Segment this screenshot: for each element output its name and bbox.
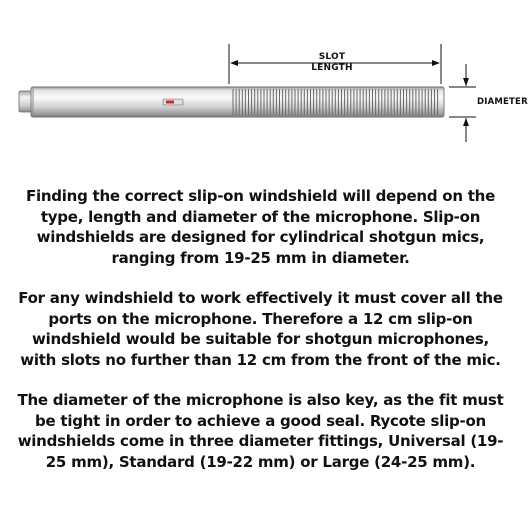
microphone-body — [19, 87, 444, 117]
red-indicator-icon — [163, 99, 183, 105]
description-text — [14, 186, 507, 472]
paragraph-windshield-selection: Finding the correct slip-on windshield will depend on the type, length and diameter of the microphone. Slip-on windshields are designed for cylindrical shotgun mics, ranging from 19-25 mm in diameter. — [25, 187, 496, 267]
microphone-diagram — [0, 0, 521, 160]
slot-length-label — [300, 52, 364, 74]
slot-label-line2: LENGTH — [311, 63, 353, 73]
diameter-dimension — [449, 64, 476, 142]
slot-label-line1: SLOT — [318, 52, 346, 62]
diameter-label: DIAMETER — [477, 97, 528, 107]
paragraph-port-coverage: For any windshield to work effectively it must cover all the ports on the microphone. Therefore a 12 cm slip-on windshield would be suitable for shotgun microphones, with slots no further than 12 cm from the front of the mic. — [18, 289, 503, 369]
microphone-slots — [233, 89, 438, 115]
paragraph-diameter-fit: The diameter of the microphone is also key, as the fit must be tight in order to achieve a good seal. Rycote slip-on windshields come in three diameter fittings, Universal (19-25 mm), Standard (19-22 mm) or Large (24-25 mm). — [17, 391, 504, 471]
